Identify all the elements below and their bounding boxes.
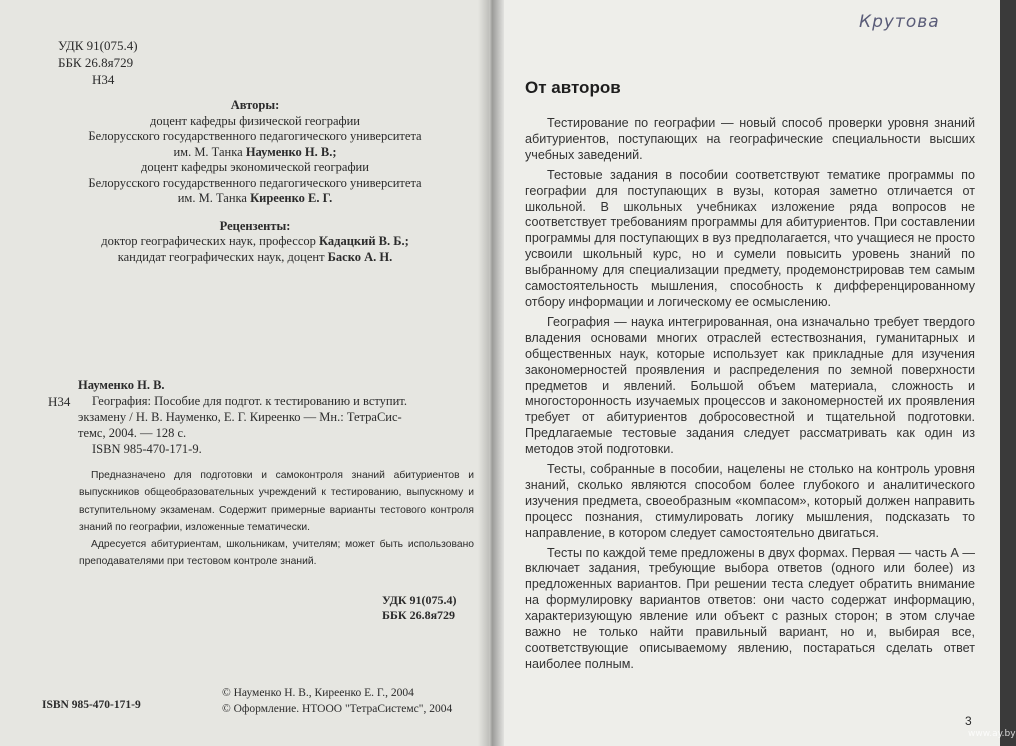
author-mark: Н34 — [92, 72, 115, 87]
reviewer1 — [40, 234, 470, 250]
author2-name: Киреенко Е. Г. — [250, 191, 333, 205]
reviewer1-prefix: доктор географических наук, профессор — [101, 234, 319, 248]
author1-university: Белорусского государственного педагогического университета — [88, 129, 422, 143]
reviewer2-name: Баско А. Н. — [327, 249, 393, 264]
bib-line2: экзамену / Н. В. Науменко, Е. Г. Киреенко — Мн.: ТетраСис- — [78, 410, 402, 424]
author2-position: доцент кафедры экономической географии — [141, 160, 369, 174]
section-title: От авторов — [525, 78, 621, 97]
author1-prefix: им. М. Танка — [173, 144, 246, 159]
bib-line1: География: Пособие для подгот. к тестированию и вступит. — [92, 394, 407, 408]
isbn-footer: ISBN 985-470-171-9 — [42, 699, 141, 711]
annotation-p1: Предназначено для подготовки и самоконтроля знаний абитуриентов и выпускников общеобразовательных учреждений к тестированию, выпускному и вступительному экзаменам. Содержит примерные варианты тестового контроля знаний по географии, изложенные тематически. — [79, 470, 474, 533]
preface-p4: Тесты, собранные в пособии, нацелены не столько на контроль уровня знаний, сколько являются способом более глубокого и аналитического изучения предмета, своеобразным «компасом», который должен направить процесс познания, стимулировать логику мышления, подсказать то направление, в котором следует самостоятельно двигаться. — [525, 462, 975, 540]
reviewers-heading: Рецензенты: — [219, 218, 291, 233]
preface-p3: География — наука интегрированная, она изначально требует твердого владения основами многих отраслей естествознания, гуманитарных и общественных наук, которые использует как прикладные для изучения закономерностей проявления и распределения по земной поверхности предметов и явлений. Большой объем материала, сложность и многосторонность изучаемых процессов и закономерностей их проявления требует от абитуриентов добросовестной и тщательной подготовки. Предлагаемые тестовые задания следует рассматривать как один из методов этой подготовки. — [525, 314, 975, 457]
udk-code: УДК 91(075.4) — [58, 38, 138, 53]
author1-name: Науменко Н. В.; — [245, 144, 337, 159]
left-page — [0, 0, 493, 746]
reviewer2 — [40, 250, 470, 266]
bib-code: Н34 — [48, 394, 71, 409]
annotation — [79, 467, 474, 571]
udk-code-bottom: УДК 91(075.4) — [382, 593, 457, 607]
bib-line3: темс, 2004. — 128 с. — [78, 426, 187, 440]
preface-p2: Тестовые задания в пособии соответствуют тематике программы по географии для поступающих в вузы, которая заметно отличается от школьной. В школьных учебниках изложение ряда вопросов не соответствует требованиям программы для абитуриентов. При составлении программы для поступающих в вуз предполагается, что учащиеся не просто усвоили школьный курс, но и сумели повысить уровень знаний по выбранному для специализации предмету, продемонстрировав тем самым самостоятельность мышления, способность к дифференцированному отбору информации и логическому ее осмыслению. — [525, 167, 975, 309]
preface-p1: Тестирование по географии — новый способ проверки уровня знаний абитуриентов, поступающих на географические специальности высших учебных заведений. — [525, 116, 975, 162]
bbk-code: ББК 26.8я729 — [58, 55, 134, 70]
bib-author: Науменко Н. В. — [78, 378, 165, 392]
preface-p5: Тесты по каждой теме предложены в двух формах. Первая — часть А — включает задания, требующие выбора ответов (одного или более) из предложенных вариантов. При решении теста следует обратить внимание на формулировку вариантов ответов: они часто содержат информацию, характеризующую явление или объект с разных сторон; в этом случае важно не только найти правильный вариант, но и, выбирая все, соответствующие описываемому явлению, постараться сделать ответ наиболее полным. — [525, 545, 975, 671]
book-gutter-shadow — [478, 0, 504, 746]
handwritten-name: Крутова — [859, 12, 940, 32]
bibliographic-record — [78, 377, 478, 457]
preface-text — [525, 116, 975, 677]
watermark: www.ay.by — [968, 729, 1016, 739]
author1-position: доцент кафедры физической географии — [150, 113, 360, 128]
authors-heading: Авторы: — [230, 98, 280, 112]
authors-block — [40, 98, 470, 265]
copyright-authors: © Науменко Н. В., Киреенко Е. Г., 2004 — [222, 687, 414, 699]
copyright-design: © Оформление. НТООО "ТетраСистемс", 2004 — [222, 703, 453, 715]
annotation-p2: Адресуется абитуриентам, школьникам, учителям; может быть использовано преподавателями при тестовом контроле знаний. — [79, 539, 474, 568]
author1-line3 — [40, 145, 470, 161]
author2-prefix: им. М. Танка — [177, 191, 251, 205]
right-page — [489, 0, 1000, 746]
reviewer1-name: Кадацкий В. Б.; — [319, 234, 409, 248]
author2-university: Белорусского государственного педагогического университета — [88, 175, 422, 190]
author2-line3 — [40, 191, 470, 207]
bbk-code-bottom: ББК 26.8я729 — [382, 608, 456, 622]
reviewer2-prefix: кандидат географических наук, доцент — [117, 249, 328, 264]
bib-isbn: ISBN 985-470-171-9. — [92, 442, 202, 456]
page-number: 3 — [965, 714, 972, 728]
